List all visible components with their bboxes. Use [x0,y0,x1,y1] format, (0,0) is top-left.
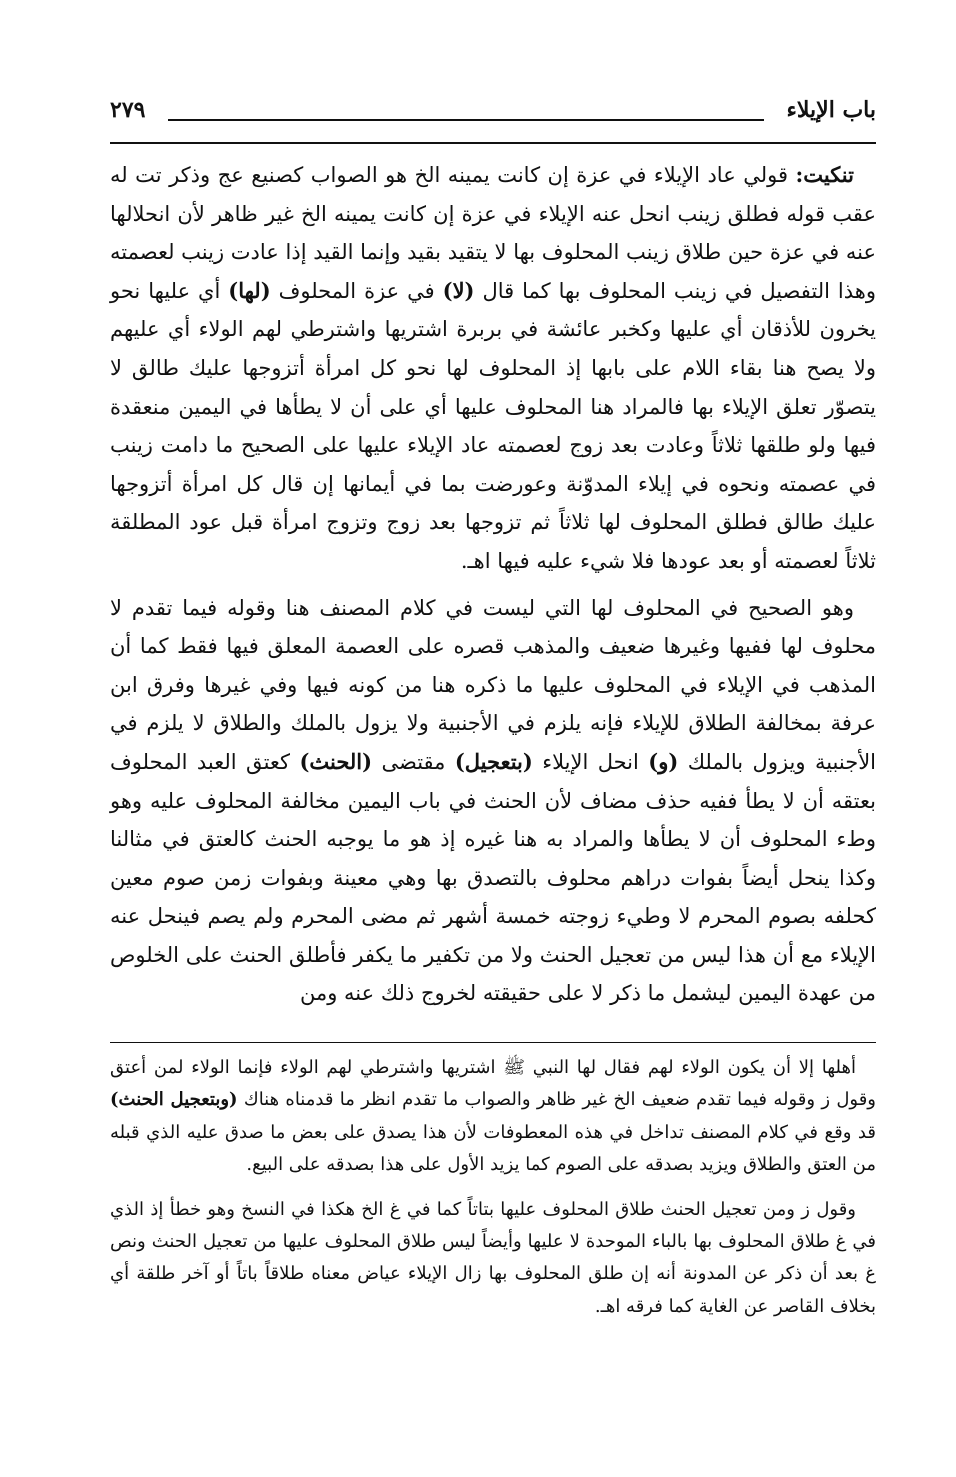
footnote-paragraph-2 [110,1194,876,1324]
matn-quote: (و) [648,748,679,774]
header-rule [110,142,876,144]
text-run: وقول ز ومن تعجيل الحنث طلاق المحلوف عليها بتاتاً كما في غ الخ هكذا في النسخ وهو خطأ إذ الذي في غ طلاق المحلوف بها بالباء الموحدة لا عليها وأيضاً ليس طلاق المحلوف عليها من تعجيل الحنث ونص غ بعد أن ذكر عن المدونة أنه إن طلق المحلوف بها زال الإيلاء عياض معناه طلاقاً باتاً أو آخر طلقة أي بخلاف القاصر عن الغاية كما فرقه اهـ. [110,1198,876,1317]
matn-quote: (وبتعجيل الحنث) [110,1089,238,1111]
text-run: مقتضى [372,749,455,774]
matn-quote: (لا) [442,277,475,303]
header-line [168,119,764,121]
text-run: وهو الصحيح في المحلوف لها التي ليست في كلام المصنف هنا وقوله فيما تقدم لا محلوف لها ففيها وغيرها ضعيف والمذهب قصره على العصمة المعلق فيها فقط كما أن المذهب في الإيلاء في المحلوف عليها ما ذكره هنا من كونه فيها وفي غيرها وفرق ابن عرفة بمخالفة الطلاق للإيلاء فإنه يلزم في الأجنبية ولا يزول بالملك والطلاق لا يلزم في الأجنبية ويزول بالملك [110,595,877,774]
main-text [110,156,876,1021]
matn-quote: (الحنث) [299,748,373,774]
page-number: ٢٧٩ [110,97,146,123]
chapter-title: باب الإيلاء [786,97,876,123]
text-run: انحل الإيلاء [532,749,649,774]
text-run: كعتق العبد المحلوف بعتقه أن لا يطأ ففيه حذف مضاف لأن الحنث في باب اليمين مخالفة المحلوف عليه وهو وطء المحلوف أن لا يطأها والمراد به هنا غيره إذ هو ما يوجبه الحنث كالعتق في مثالنا وكذا ينحل أيضاً بفوات دراهم محلوف بالتصدق بها وهي معينة وبفوات زمن صوم معين كحلفه بصوم المحرم لا وطيء زوجته خمسة أشهر ثم مضى المحرم ولم يصم فينحل عنه الإيلاء مع أن هذا ليس من تعجيل الحنث ولا من تكفير ما يكفر فأطلق الحنث على الخلوص من عهدة اليمين ليشمل ما ذكر لا على حقيقته لخروج ذلك عنه ومن [110,749,876,1006]
footnotes [110,1052,876,1335]
footnote-separator [110,1042,876,1043]
matn-quote: (لها) [228,277,271,303]
tankeet-lead: تنكيت: [795,162,854,187]
text-run: قد وقع في كلام المصنف تداخل في هذه المعطوفات لأن هذا يصدق على بعض ما صدق عليه الذي قبله من العتق والطلاق ويزيد بصدقه على الصوم كما يزيد الأول على هذا بصدقه على البيع. [110,1121,876,1176]
text-run: في عزة المحلوف [270,278,443,303]
footnote-paragraph-1 [110,1052,876,1182]
main-paragraph-1 [110,156,876,581]
text-run: قولي عاد الإيلاء في عزة إن كانت يمينه الخ هو الصواب كصنيع عج وذكر تت له عقب قوله فطلق زينب انحل عنه الإيلاء في عزة إن كانت يمينه الخ غير ظاهر لأن انحلالها عنه في عزة حين طلاق زينب المحلوف بها لا يتقيد بقيد وإنما القيد إذا عادت زينب لعصمته وهذا التفصيل في زينب المحلوف بها كما قال [110,163,876,303]
matn-quote: (بتعجيل) [454,748,533,774]
running-header [110,95,876,135]
text-run: أهلها إلا أن يكون الولاء لهم فقال لها النبي ﷺ اشتريها واشترطي لهم الولاء فإنما الولاء لمن أعتق وقول ز وقوله فيما تقدم ضعيف الخ غير ظاهر والصواب ما تقدم انظر ما قدمناه هناك [110,1057,876,1111]
text-run: أي عليها نحو يخرون للأذقان أي عليها وكخبر عائشة في بربرة اشتريها واشترطي لهم الولاء أي عليهم ولا يصح هنا بقاء اللام على بابها إذ المحلوف لها نحو كل امرأة أتزوجها عليك طالق لا يتصوّر تعلق الإيلاء بها فالمراد هنا المحلوف عليها أي على أن لا يطأها في اليمين منعقدة فيها ولو طلقها ثلاثاً وعادت بعد زوج لعصمته عاد الإيلاء عليها على الصحيح ما دامت زينب في عصمته ونحوه في إيلاء المدوّنة وعورضت بما في أيمانها إن قال كل امرأة أتزوجها عليك طالق فطلق المحلوف لها ثلاثاً ثم تزوجها بعد زوج وتزوج امرأة قبل عود المطلقة ثلاثاً لعصمته أو بعد عودها فلا شيء عليه فيها اهـ. [110,278,876,573]
main-paragraph-2 [110,589,876,1014]
